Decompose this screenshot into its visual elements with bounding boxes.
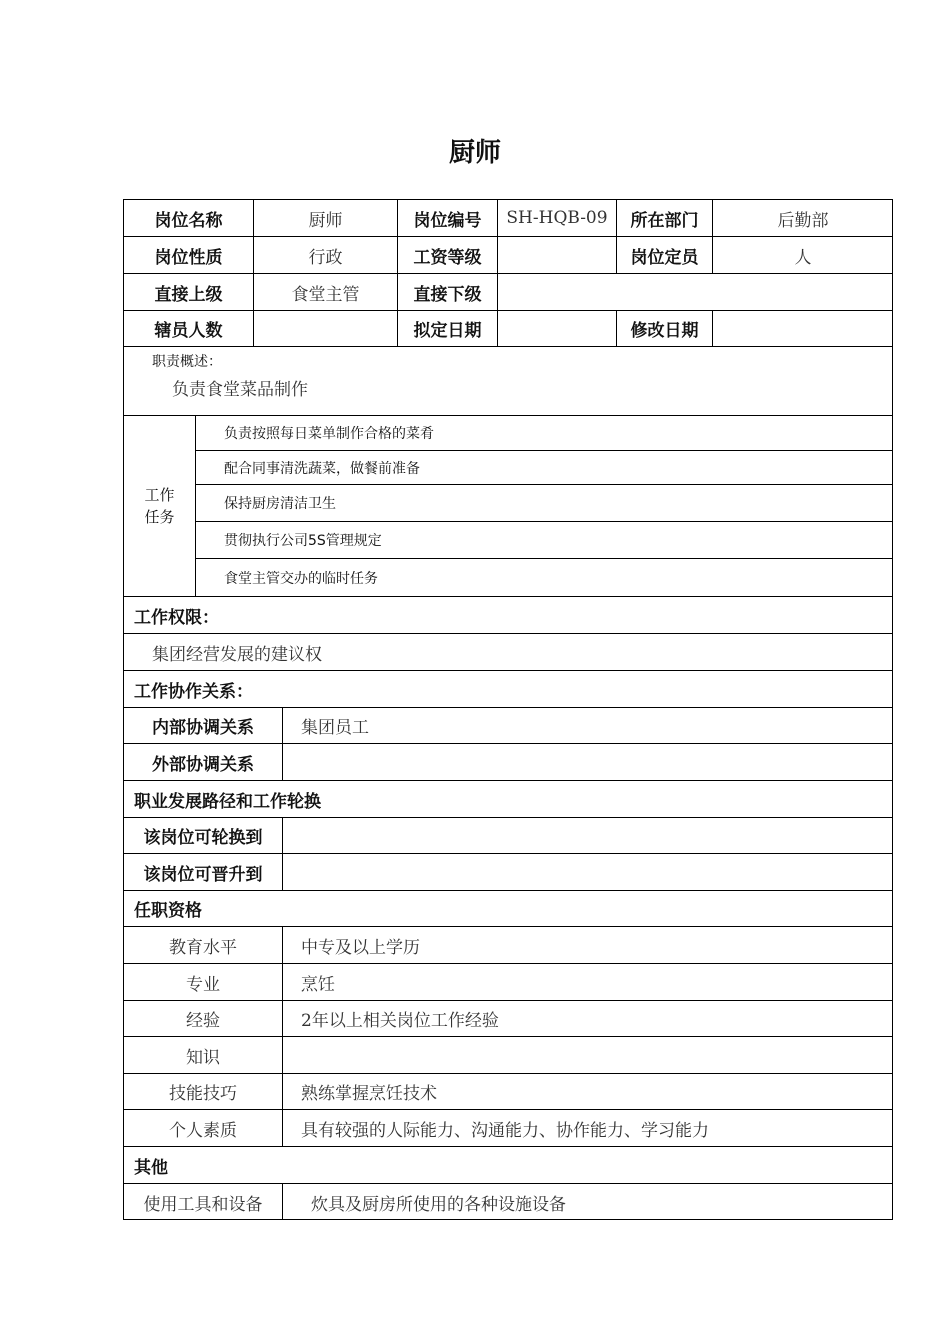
tools-label: 使用工具和设备 — [123, 1183, 282, 1220]
knowledge-label: 知识 — [123, 1036, 282, 1073]
experience-label: 经验 — [123, 1000, 282, 1036]
duty-summary — [123, 346, 893, 415]
draft-date-label: 拟定日期 — [397, 310, 497, 346]
position-name-label: 岗位名称 — [123, 199, 253, 236]
position-nature-label: 岗位性质 — [123, 236, 253, 273]
department-label: 所在部门 — [616, 199, 712, 236]
major-value: 烹饪 — [282, 963, 893, 1000]
page-title: 厨师 — [448, 138, 501, 168]
promotion-value — [282, 853, 893, 890]
skills-value: 熟练掌握烹饪技术 — [282, 1073, 893, 1109]
internal-coordination-value: 集团员工 — [282, 707, 893, 743]
position-name-value: 厨师 — [253, 199, 397, 236]
authority-text: 集团经营发展的建议权 — [123, 633, 893, 670]
task-item: 配合同事清洗蔬菜，做餐前准备 — [195, 450, 893, 484]
task-item: 保持厨房清洁卫生 — [195, 484, 893, 521]
other-heading: 其他 — [123, 1146, 893, 1183]
position-code-value: SH-HQB-09 — [497, 199, 616, 236]
education-value: 中专及以上学历 — [282, 926, 893, 963]
department-value: 后勤部 — [712, 199, 893, 236]
subordinate-value — [497, 273, 893, 310]
position-nature-value: 行政 — [253, 236, 397, 273]
major-label: 专业 — [123, 963, 282, 1000]
education-label: 教育水平 — [123, 926, 282, 963]
internal-coordination-label: 内部协调关系 — [123, 707, 282, 743]
salary-grade-value — [497, 236, 616, 273]
experience-value: 2年以上相关岗位工作经验 — [282, 1000, 893, 1036]
knowledge-value — [282, 1036, 893, 1073]
draft-date-value — [497, 310, 616, 346]
external-coordination-label: 外部协调关系 — [123, 743, 282, 780]
duty-summary-text: 负责食堂菜品制作 — [172, 380, 308, 400]
task-item: 贯彻执行公司5S管理规定 — [195, 521, 893, 558]
managed-count-value — [253, 310, 397, 346]
tasks-label-line1: 工作 — [144, 486, 175, 504]
rotation-value — [282, 817, 893, 853]
task-item: 负责按照每日菜单制作合格的菜肴 — [195, 415, 893, 450]
position-code-label: 岗位编号 — [397, 199, 497, 236]
duty-summary-label: 职责概述： — [152, 354, 222, 370]
task-item: 食堂主管交办的临时任务 — [195, 558, 893, 596]
personal-quality-label: 个人素质 — [123, 1109, 282, 1146]
tasks-label-line2: 任务 — [144, 508, 175, 526]
tools-value: 炊具及厨房所使用的各种设施设备 — [282, 1183, 893, 1220]
rotation-label: 该岗位可轮换到 — [123, 817, 282, 853]
headcount-label: 岗位定员 — [616, 236, 712, 273]
cooperation-heading: 工作协作关系： — [123, 670, 893, 707]
qualifications-heading: 任职资格 — [123, 890, 893, 926]
headcount-value: 人 — [712, 236, 893, 273]
personal-quality-value: 具有较强的人际能力、沟通能力、协作能力、学习能力 — [282, 1109, 893, 1146]
superior-value: 食堂主管 — [253, 273, 397, 310]
external-coordination-value — [282, 743, 893, 780]
revise-date-label: 修改日期 — [616, 310, 712, 346]
skills-label: 技能技巧 — [123, 1073, 282, 1109]
salary-grade-label: 工资等级 — [397, 236, 497, 273]
promotion-label: 该岗位可晋升到 — [123, 853, 282, 890]
managed-count-label: 辖员人数 — [123, 310, 253, 346]
revise-date-value — [712, 310, 893, 346]
subordinate-label: 直接下级 — [397, 273, 497, 310]
superior-label: 直接上级 — [123, 273, 253, 310]
career-heading: 职业发展路径和工作轮换 — [123, 780, 893, 817]
tasks-label — [123, 415, 195, 596]
job-description-table — [123, 199, 893, 1220]
authority-heading: 工作权限： — [123, 596, 893, 633]
